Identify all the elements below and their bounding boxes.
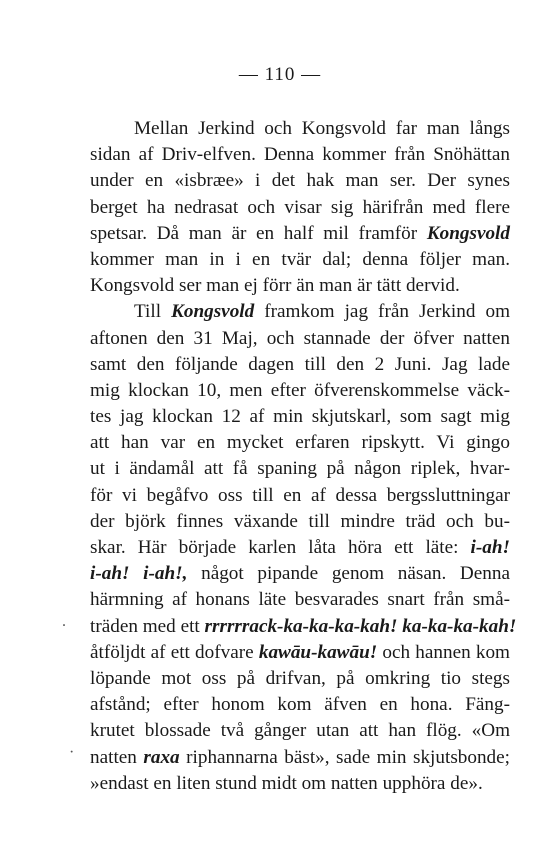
italic-text: Kongsvold (426, 222, 510, 244)
italic-text: raxa (143, 746, 180, 768)
text-line (90, 142, 510, 168)
text-line (90, 221, 510, 247)
text-segment: berget ha nedrasat och visar sig härifrån med flere (90, 196, 510, 218)
text-segment: aftonen den 31 Maj, och stannade der öfver natten (90, 327, 510, 349)
text-segment: framkom jag från Jerkind om (254, 301, 510, 323)
page-number: — 110 — (238, 64, 322, 85)
italic-text: i-ah! i-ah!, (90, 563, 188, 585)
text-line (90, 509, 510, 535)
text-line (90, 561, 510, 587)
text-segment: tes jag klockan 12 af min skjutskarl, som sagt mig (90, 406, 510, 428)
text-segment: Kongsvold ser man ej förr än man är tätt dervid. (90, 275, 460, 297)
text-line (90, 247, 510, 273)
text-segment: under en «isbræe» i det hak man ser. Der synes (90, 170, 510, 192)
text-segment: krutet blossade två gånger utan att han flög. «Om (90, 720, 510, 742)
text-segment: härmning af honans läte besvarades snart från små- (90, 589, 510, 611)
text-segment: samt den följande dagen till den 2 Juni. Jag lade (90, 353, 510, 375)
text-line (90, 745, 510, 771)
text-line (90, 195, 510, 221)
text-body (90, 116, 517, 797)
text-segment: ut i ändamål att få spaning på någon riplek, hvar- (90, 458, 510, 480)
text-line (90, 666, 510, 692)
text-segment: kommer man in i en tvär dal; denna följer man. (90, 248, 510, 270)
text-segment: skar. Här började karlen låta höra ett läte: (90, 537, 471, 558)
italic-text: Kongsvold (171, 301, 255, 323)
text-segment: sidan af Driv-elfven. Denna kommer från Snöhättan (90, 144, 510, 166)
italic-text: i-ah! (470, 537, 510, 558)
text-segment: der björk finnes växande till mindre träd och bu- (90, 510, 510, 532)
margin-mark: · (69, 744, 75, 761)
text-segment: natten (90, 746, 144, 768)
margin-mark: . (62, 613, 66, 630)
text-line (90, 116, 510, 142)
text-line (90, 692, 510, 718)
text-segment: att han var en mycket erfaren ripskytt. Vi gingo (90, 432, 510, 454)
text-line (90, 771, 510, 797)
text-segment: något pipande genom näsan. Denna (187, 563, 511, 585)
text-line (90, 535, 510, 561)
text-line (90, 168, 510, 194)
text-segment: mig klockan 10, men efter öfverenskommelse väck- (90, 379, 510, 401)
text-segment: »endast en liten stund midt om natten upphöra de». (90, 772, 483, 794)
text-line (90, 273, 510, 299)
italic-text: rrrrrrack-ka-ka-ka-kah! ka-ka-ka-kah! (204, 615, 517, 637)
text-line (90, 718, 510, 744)
text-segment: träden med ett (90, 615, 205, 637)
text-segment: åtföljdt af ett dofvare (90, 641, 259, 663)
italic-text: kawāu-kawāu! (258, 641, 378, 663)
text-segment: för vi begåfvo oss till en af dessa bergssluttningar (90, 484, 510, 506)
text-segment: och hannen kom (377, 641, 510, 663)
text-segment: Till (134, 301, 172, 323)
text-segment: afstånd; efter honom kom äfven en hona. Fäng- (90, 694, 510, 716)
text-line (90, 404, 510, 430)
text-segment: löpande mot oss på drifvan, på omkring tio stegs (90, 667, 510, 689)
text-segment: riphannarna bäst», sade min skjutsbonde; (179, 746, 511, 768)
text-line (90, 326, 510, 352)
text-line (90, 483, 510, 509)
text-line (90, 614, 517, 640)
text-line (90, 299, 510, 325)
text-line (90, 587, 510, 613)
text-line (90, 430, 510, 456)
text-line (90, 456, 510, 482)
text-line (90, 378, 510, 404)
text-line (90, 640, 510, 666)
text-line (90, 352, 510, 378)
text-segment: spetsar. Då man är en half mil framför (90, 222, 427, 244)
text-segment: Mellan Jerkind och Kongsvold far man långs (134, 118, 510, 139)
